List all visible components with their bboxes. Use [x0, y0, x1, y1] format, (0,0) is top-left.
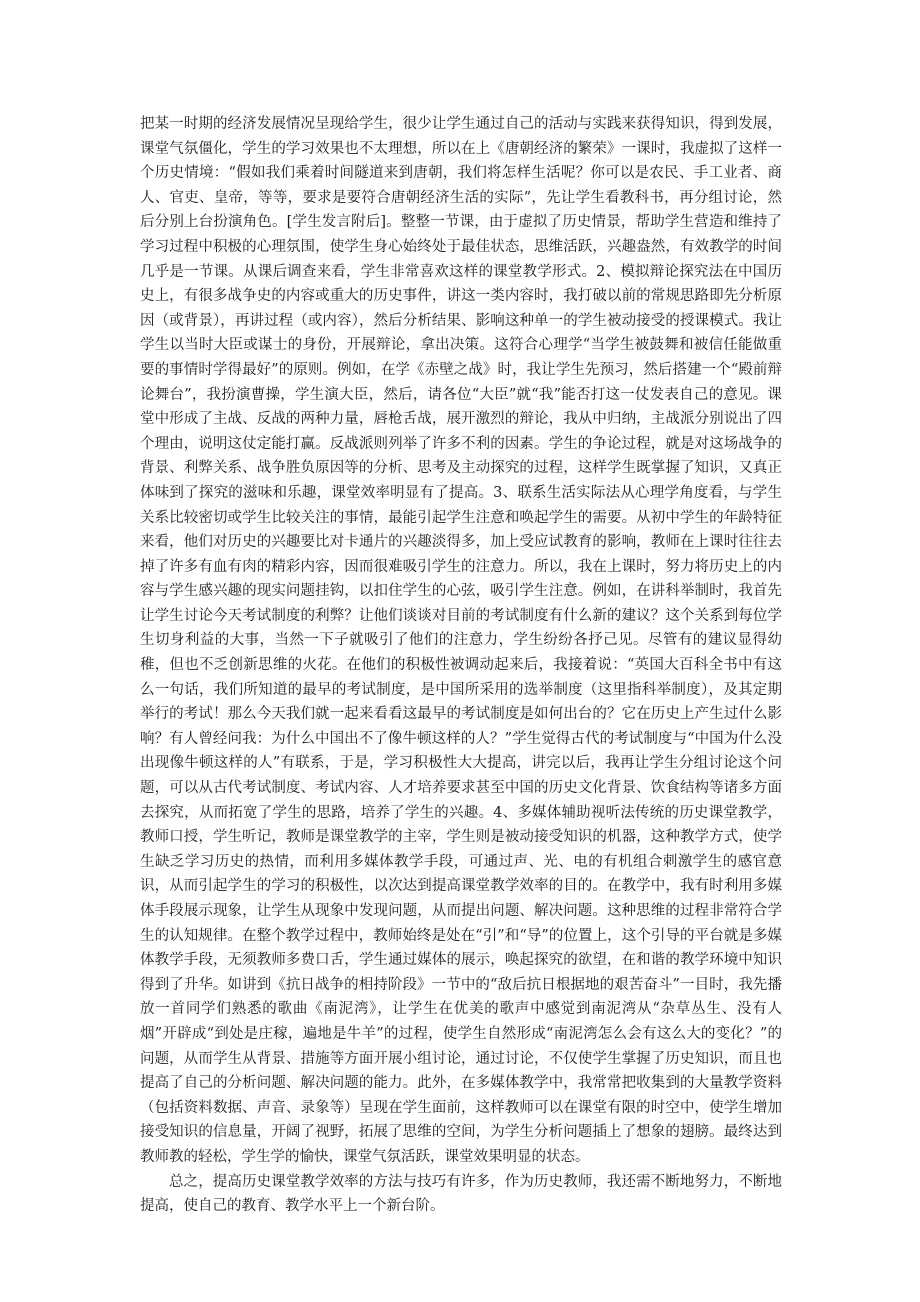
body-paragraph: 把某一时期的经济发展情况呈现给学生，很少让学生通过自己的活动与实践来获得知识，得到发展，课堂气氛僵化，学生的学习效果也不太理想，所以在上《唐朝经济的繁荣》一课时，我虚拟了这样一个历史情境：“假如我们乘着时间隧道来到唐朝，我们将怎样生活呢？你可以是农民、手工业者、商人、官吏、皇帝，等等，要求是要符合唐朝经济生活的实际”，先让学生看教科书，再分组讨论，然后分别上台扮演角色。[学生发言附后]。整整一节课，由于虚拟了历史情景，帮助学生营造和维持了学习过程中积极的心理氛围，使学生身心始终处于最佳状态，思维活跃，兴趣盎然，有效教学的时间几乎是一节课。从课后调查来看，学生非常喜欢这样的课堂教学形式。2、模拟辩论探究法在中国历史上，有很多战争史的内容或重大的历史事件，讲这一类内容时，我打破以前的常规思路即先分析原因（或背景），再讲过程（或内容），然后分析结果、影响这种单一的学生被动接受的授课模式。我让学生以当时大臣或谋士的身份，开展辩论，拿出决策。这符合心理学“当学生被鼓舞和被信任能做重要的事情时学得最好”的原则。例如，在学《赤壁之战》时，我让学生先预习，然后搭建一个“殿前辩论舞台”，我扮演曹操，学生演大臣，然后，请各位“大臣”就“我”能否打这一仗发表自己的意见。课堂中形成了主战、反战的两种力量，唇枪舌战，展开激烈的辩论，我从中归纳，主战派分别说出了四个理由，说明这仗定能打赢。反战派则列举了许多不利的因素。学生的争论过程，就是对这场战争的背景、利弊关系、战争胜负原因等的分析、思考及主动探究的过程，这样学生既掌握了知识，又真正体味到了探究的滋味和乐趣，课堂效率明显有了提高。3、联系生活实际法从心理学角度看，与学生关系比较密切或学生比较关注的事情，最能引起学生注意和唤起学生的需要。从初中学生的年龄特征来看，他们对历史的兴趣要比对卡通片的兴趣淡得多，加上受应试教育的影响，教师在上课时往往去掉了许多有血有肉的精彩内容，因而很难吸引学生的注意力。所以，我在上课时，努力将历史上的内容与学生感兴趣的现实问题挂钩，以扣住学生的心弦，吸引学生注意。例如，在讲科举制时，我首先让学生讨论今天考试制度的利弊？让他们谈谈对目前的考试制度有什么新的建议？这个关系到每位学生切身利益的大事，当然一下子就吸引了他们的注意力，学生纷纷各抒己见。尽管有的建议显得幼稚，但也不乏创新思维的火花。在他们的积极性被调动起来后，我接着说：“英国大百科全书中有这么一句话，我们所知道的最早的考试制度，是中国所采用的选举制度（这里指科举制度），及其定期举行的考试！那么今天我们就一起来看看这最早的考试制度是如何出台的？它在历史上产生过什么影响？有人曾经问我：为什么中国出不了像牛顿这样的人？”学生觉得古代的考试制度与“中国为什么没出现像牛顿这样的人”有联系，于是，学习积极性大大提高，讲完以后，我再让学生分组讨论这个问题，可以从古代考试制度、考试内容、人才培养要求甚至中国的历史文化背景、饮食结构等诸多方面去探究，从而拓宽了学生的思路，培养了学生的兴趣。4、多媒体辅助视听法传统的历史课堂教学，教师口授，学生听记，教师是课堂教学的主宰，学生则是被动接受知识的机器，这种教学方式，使学生缺乏学习历史的热情，而利用多媒体教学手段，可通过声、光、电的有机组合刺激学生的感官意识，从而引起学生的学习的积极性，以次达到提高课堂教学效率的目的。在教学中，我有时利用多媒体手段展示现象，让学生从现象中发现问题，从而提出问题、解决问题。这种思维的过程非常符合学生的认知规律。在整个教学过程中，教师始终是处在“引”和“导”的位置上，这个引导的平台就是多媒体教学手段，无须教师多费口舌，学生通过媒体的展示，唤起探究的欲望，在和谐的教学环境中知识得到了升华。如讲到《抗日战争的相持阶段》一节中的“敌后抗日根据地的艰苦奋斗”一目时，我先播放一首同学们熟悉的歌曲《南泥湾》，让学生在优美的歌声中感觉到南泥湾从“杂草丛生、没有人烟”开辟成“到处是庄稼，遍地是牛羊”的过程，使学生自然形成“南泥湾怎么会有这么大的变化？”的问题，从而学生从背景、措施等方面开展小组讨论，通过讨论，不仅使学生掌握了历史知识，而且也提高了自己的分析问题、解决问题的能力。此外，在多媒体教学中，我常常把收集到的大量教学资料（包括资料数据、声音、录象等）呈现在学生面前，这样教师可以在课堂有限的时空中，使学生增加接受知识的信息量，开阔了视野，拓展了思维的空间，为学生分析问题插上了想象的翅膀。最终达到教师教的轻松，学生学的愉快，课堂气氛活跃，课堂效果明显的状态。 — [140, 116, 782, 1165]
conclusion-paragraph: 总之，提高历史课堂教学效率的方法与技巧有许多，作为历史教师，我还需不断地努力，不断地提高，使自己的教育、教学水平上一个新台阶。 — [140, 1173, 782, 1215]
document-page — [140, 112, 782, 1219]
